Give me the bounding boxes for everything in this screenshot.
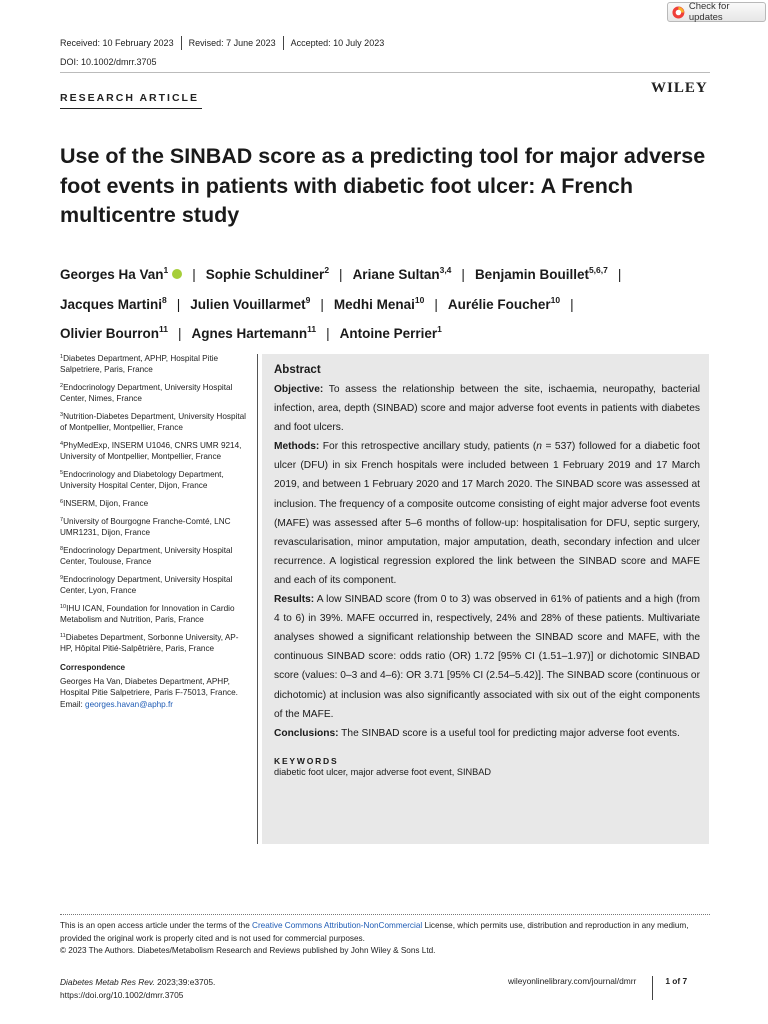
author[interactable]: Antoine Perrier$^1$: [339, 324, 442, 341]
affiliation: $^7$University of Bourgogne Franche-Comté, LNC UMR1231, Dijon, France: [60, 516, 231, 537]
abstract-results: Results: A low SINBAD score (from 0 to 3) was observed in 61% of patients and a high (from 4 to 6) in 39%. MAFE occurred in, respectively, 24% and 28% of these patients. Multivariate analyses showed a significant relationship between the SINBAD score and MAFE, with the continuous SINBAD score: odds ratio (OR) 1.72 [95% CI (1.51–1.97)] or dichotomic SINBAD score (values: 0–3 and 4–6): OR 3.71 [95% CI (2.54–5.42)]. The SINBAD score (continuous or dichotomic) at inclusion was also significantly associated with six out of the eight components of the MAFE.: [274, 594, 700, 720]
section-rule: [60, 108, 202, 109]
author[interactable]: Agnes Hartemann$^{11}$: [191, 324, 317, 341]
author[interactable]: Benjamin Bouillet$^{5,6,7}$: [474, 265, 608, 282]
revised-date: Revised: 7 June 2023: [188, 38, 276, 48]
received-date: Received: 10 February 2023: [60, 38, 174, 48]
affiliation: $^8$Endocrinology Department, University Hospital Center, Toulouse, France: [60, 545, 233, 566]
doi-link[interactable]: https://doi.org/10.1002/dmrr.3705: [60, 989, 184, 1000]
author[interactable]: Aurélie Foucher$^{10}$: [447, 294, 561, 312]
author[interactable]: Ariane Sultan$^{3,4}$: [352, 265, 452, 282]
author[interactable]: Olivier Bourron$^{11}$: [60, 324, 169, 341]
license-notice: This is an open access article under the terms of the Creative Commons Attribution-NonCommercial License, which permits use, distribution and reproduction in any medium, provided the original work is properly cited and is not used for commercial purposes. © 2023 The Authors. Diabetes/Metabolism Research and Reviews published by John Wiley & Sons Ltd.: [60, 921, 689, 955]
abstract-conclusions: Conclusions: The SINBAD score is a useful tool for predicting major adverse foot events.: [274, 727, 680, 739]
footer-divider: [652, 976, 653, 1000]
date-divider: [283, 36, 284, 50]
article-doi: DOI: 10.1002/dmrr.3705: [60, 57, 157, 67]
publisher-logo: WILEY: [651, 80, 708, 96]
abstract-box: [262, 354, 709, 844]
affiliation: $^4$PhyMedExp, INSERM U1046, CNRS UMR 9214, University of Montpellier, Montpellier, France: [60, 441, 242, 462]
affiliation: $^1$Diabetes Department, APHP, Hospital Pitie Salpetriere, Paris, France: [60, 354, 219, 375]
citation: Diabetes Metab Res Rev. 2023;39:e3705. https://doi.org/10.1002/dmrr.3705: [60, 977, 216, 1000]
license-link[interactable]: Creative Commons Attribution-NonCommercial: [252, 921, 423, 930]
crossmark-icon: [672, 6, 685, 19]
section-label: RESEARCH ARTICLE: [60, 92, 199, 104]
author[interactable]: Medhi Menai$^{10}$: [333, 294, 425, 312]
journal-footer: [508, 976, 687, 1000]
email-link[interactable]: georges.havan@aphp.fr: [85, 699, 174, 709]
affiliation: $^{11}$Diabetes Department, Sorbonne University, AP-HP, Hôpital Pitié-Salpêtrière, Paris, France: [60, 632, 239, 653]
author[interactable]: Jacques Martini$^8$: [60, 294, 167, 312]
copyright: © 2023 The Authors. Diabetes/Metabolism Research and Reviews published by John Wiley & Sons Ltd.: [60, 946, 436, 955]
header-rule: [60, 72, 710, 73]
abstract-text: [274, 380, 700, 743]
footer-rule: [60, 914, 710, 915]
correspondence-heading: Correspondence: [60, 663, 126, 673]
check-for-updates-button[interactable]: [667, 2, 766, 22]
abstract-heading: Abstract: [274, 364, 321, 376]
abstract-methods: Methods: For this retrospective ancillary study, patients (n = 537) followed for a diabetic foot ulcer (DFU) in six French hospitals were included between 1 February 2019 and 17 March 2019, and between 1 February 2020 and 17 March 2020. The SINBAD score was assessed at inclusion. The frequency of a composite outcome consisting of eight major adverse foot events (MAFE) was assessed after 5–6 months of follow-up: hospitalisation for DFU, septic surgery, revascularisation, minor amputation, major amputation, death, secondary infection and ulcer recurrence. A logistical regression explored the link between the SINBAD score and MAFE and each of its component.: [274, 441, 700, 586]
article-dates: [60, 38, 384, 52]
article-title: Use of the SINBAD score as a predicting tool for major adverse foot events in patients with diabetic foot ulcer: A French multicentre study: [60, 144, 706, 227]
abstract-objective: Objective: To assess the relationship between the site, ischaemia, neuropathy, bacterial infection, area, depth (SINBAD) score and major adverse foot events in patients with diabetes and foot ulcers.: [274, 384, 700, 434]
affiliation: $^6$INSERM, Dijon, France: [60, 499, 149, 508]
affiliations-column: [60, 352, 246, 710]
affiliation: $^2$Endocrinology Department, University Hospital Center, Nimes, France: [60, 383, 233, 404]
page-number: 1 of 7: [665, 976, 688, 986]
author[interactable]: Georges Ha Van$^1$: [60, 265, 169, 282]
affiliation: $^3$Nutrition-Diabetes Department, University Hospital of Montpellier, Montpellier, France: [60, 412, 246, 433]
author[interactable]: Sophie Schuldiner$^2$: [205, 265, 330, 282]
abstract-divider: [257, 354, 258, 844]
accepted-date: Accepted: 10 July 2023: [290, 38, 385, 48]
affiliation: $^5$Endocrinology and Diabetology Department, University Hospital Center, Dijon, France: [60, 470, 224, 491]
author-list: Georges Ha Van$^1$iD | Sophie Schuldiner$^2$ | Ariane Sultan$^{3,4}$ | Benjamin Bouillet$^{5,6,7}$ | Jacques Martini$^8$ | Julien Vouillarmet$^9$ | Medhi Menai$^{10}$ | Aurélie Foucher$^{10}$ | Olivier Bourron$^{11}$ | Agnes Hartemann$^{11}$ | Antoine Perrier$^1$: [60, 258, 720, 347]
affiliation: $^{10}$IHU ICAN, Foundation for Innovation in Cardio Metabolism and Nutrition, Paris, France: [60, 603, 235, 624]
author[interactable]: Julien Vouillarmet$^9$: [190, 294, 311, 312]
date-divider: [181, 36, 182, 50]
check-for-updates-label: Check for updates: [688, 1, 730, 23]
orcid-icon[interactable]: [172, 269, 182, 279]
keywords: diabetic foot ulcer, major adverse foot event, SINBAD: [274, 766, 492, 777]
journal-site-link[interactable]: wileyonlinelibrary.com/journal/dmrr: [508, 976, 637, 986]
correspondence-text: Georges Ha Van, Diabetes Department, APHP, Hospital Pitie Salpetriere, Paris F-75013, France. Email: georges.havan@aphp.fr: [60, 676, 238, 709]
keywords-heading: KEYWORDS: [274, 755, 339, 766]
affiliation: $^9$Endocrinology Department, University Hospital Center, Lyon, France: [60, 574, 233, 595]
